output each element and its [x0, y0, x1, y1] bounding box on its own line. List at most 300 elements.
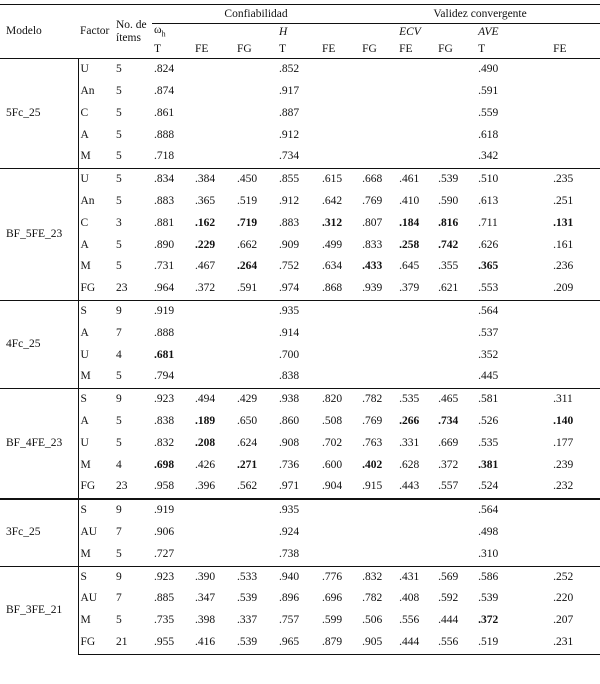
value-cell: .634	[322, 260, 343, 273]
value-cell: .669	[438, 436, 459, 449]
value-cell: .251	[553, 195, 574, 208]
table-row	[0, 499, 600, 522]
value-cell: .184	[399, 216, 420, 229]
items-cell: 5	[116, 85, 122, 98]
value-cell: .650	[237, 415, 258, 428]
value-cell: .398	[195, 614, 216, 627]
value-cell: .355	[438, 260, 459, 273]
value-cell: .443	[399, 480, 420, 493]
value-cell: .535	[397, 389, 436, 411]
value-cell: .832	[360, 566, 397, 588]
value-cell: .467	[195, 260, 216, 273]
value-cell: .236	[553, 260, 574, 273]
value-cell: .727	[154, 547, 175, 560]
value-cell	[397, 499, 436, 522]
header-H: H	[279, 25, 288, 38]
header-validez: Validez convergente	[360, 5, 600, 24]
header-ECV: ECV	[399, 25, 421, 38]
value-cell: .539	[237, 592, 258, 605]
model-cell: 4Fc_25	[0, 301, 78, 389]
header-modelo: Modelo	[0, 5, 78, 59]
items-cell: 5	[116, 150, 122, 163]
value-cell: .553	[478, 282, 499, 295]
value-cell: .450	[235, 169, 277, 191]
value-cell: .700	[279, 348, 300, 361]
value-cell: .624	[237, 436, 258, 449]
subheader-col: FG	[237, 42, 252, 55]
value-cell	[235, 81, 277, 103]
value-cell	[436, 103, 476, 125]
value-cell: .909	[279, 238, 300, 251]
value-cell: .402	[362, 458, 383, 471]
value-cell	[360, 146, 397, 168]
table-row	[0, 301, 600, 323]
value-cell: .852	[279, 63, 300, 76]
value-cell	[320, 301, 360, 323]
value-cell: .912	[279, 128, 300, 141]
table-row	[0, 610, 600, 632]
value-cell: .526	[478, 415, 499, 428]
value-cell	[320, 366, 360, 388]
value-cell: .539	[478, 592, 499, 605]
value-cell	[320, 499, 360, 522]
value-cell: .885	[154, 592, 175, 605]
value-cell: .938	[277, 389, 320, 411]
items-cell: 9	[114, 566, 152, 588]
value-cell	[551, 345, 600, 367]
value-cell: .220	[553, 592, 574, 605]
value-cell: .974	[279, 282, 300, 295]
value-cell	[397, 345, 436, 367]
value-cell	[193, 345, 235, 367]
items-cell: 5	[116, 63, 122, 76]
value-cell: .564	[476, 301, 551, 323]
value-cell: .874	[154, 85, 175, 98]
factor-cell: M	[80, 614, 91, 627]
value-cell	[360, 522, 397, 544]
items-cell: 5	[116, 547, 122, 560]
table-row	[0, 476, 600, 499]
value-cell: .537	[478, 326, 499, 339]
value-cell: .431	[397, 566, 436, 588]
value-cell: .331	[399, 436, 420, 449]
value-cell: .731	[154, 260, 175, 273]
value-cell	[193, 81, 235, 103]
value-cell	[193, 125, 235, 147]
items-cell: 5	[116, 370, 122, 383]
value-cell: .896	[279, 592, 300, 605]
value-cell	[193, 366, 235, 388]
table-row	[0, 103, 600, 125]
value-cell	[551, 366, 600, 388]
subheader-col: FG	[438, 42, 453, 55]
value-cell	[320, 146, 360, 168]
value-cell: .396	[195, 480, 216, 493]
value-cell: .860	[279, 415, 300, 428]
value-cell	[397, 146, 436, 168]
value-cell	[360, 301, 397, 323]
value-cell: .177	[553, 436, 574, 449]
value-cell: .381	[478, 458, 499, 471]
value-cell: .888	[154, 128, 175, 141]
value-cell: .698	[154, 458, 175, 471]
table-row	[0, 455, 600, 477]
value-cell: .628	[399, 458, 420, 471]
value-cell: .711	[478, 216, 498, 229]
value-cell	[235, 301, 277, 323]
value-cell: .498	[478, 526, 499, 539]
value-cell: .519	[237, 195, 258, 208]
items-cell: 4	[116, 458, 122, 471]
value-cell: .915	[362, 480, 383, 493]
value-cell	[193, 146, 235, 168]
value-cell: .883	[154, 195, 175, 208]
value-cell: .416	[193, 632, 235, 654]
value-cell: .239	[553, 458, 574, 471]
header-factor: Factor	[78, 5, 114, 59]
value-cell: .490	[478, 63, 499, 76]
value-cell: .347	[195, 592, 216, 605]
items-cell: 5	[116, 415, 122, 428]
items-cell: 23	[116, 480, 128, 493]
value-cell: .557	[438, 480, 459, 493]
model-cell: BF_5FE_23	[0, 169, 78, 301]
items-cell: 9	[114, 301, 152, 323]
value-cell	[360, 81, 397, 103]
value-cell: .266	[399, 415, 420, 428]
table-row	[0, 433, 600, 455]
value-cell	[436, 522, 476, 544]
value-cell	[320, 59, 360, 81]
value-cell: .964	[154, 282, 175, 295]
factor-cell: U	[80, 436, 89, 449]
value-cell: .264	[237, 260, 258, 273]
value-cell: .794	[154, 370, 175, 383]
value-cell: .591	[237, 282, 258, 295]
value-cell: .506	[362, 614, 383, 627]
value-cell: .719	[237, 216, 258, 229]
value-cell: .919	[152, 301, 193, 323]
value-cell: .965	[277, 632, 320, 654]
value-cell	[397, 59, 436, 81]
value-cell: .890	[154, 238, 175, 251]
value-cell: .917	[279, 85, 300, 98]
value-cell: .868	[322, 282, 343, 295]
value-cell: .702	[322, 436, 343, 449]
value-cell	[360, 59, 397, 81]
value-cell: .668	[360, 169, 397, 191]
value-cell: .924	[279, 526, 300, 539]
reliability-validity-table	[0, 4, 600, 655]
value-cell: .883	[279, 216, 300, 229]
items-cell: 5	[116, 106, 122, 119]
value-cell: .599	[322, 614, 343, 627]
items-cell: 23	[116, 282, 128, 295]
factor-cell: U	[80, 348, 89, 361]
value-cell: .161	[553, 238, 574, 251]
table-row	[0, 146, 600, 168]
value-cell	[235, 125, 277, 147]
value-cell: .208	[195, 436, 216, 449]
table-row	[0, 256, 600, 278]
value-cell	[551, 81, 600, 103]
factor-cell: M	[80, 260, 91, 273]
value-cell	[436, 301, 476, 323]
subheader-col: FE	[399, 42, 413, 55]
value-cell: .905	[360, 632, 397, 654]
value-cell	[320, 544, 360, 566]
subheader-col: FE	[322, 42, 336, 55]
value-cell: .372	[195, 282, 216, 295]
value-cell	[235, 103, 277, 125]
value-cell: .923	[152, 389, 193, 411]
factor-cell: A	[80, 326, 89, 339]
table-row	[0, 389, 600, 411]
value-cell: .162	[195, 216, 216, 229]
value-cell	[193, 522, 235, 544]
value-cell: .209	[553, 282, 574, 295]
value-cell: .252	[551, 566, 600, 588]
value-cell	[360, 103, 397, 125]
value-cell	[193, 323, 235, 345]
value-cell: .832	[154, 436, 175, 449]
value-cell: .757	[279, 614, 300, 627]
value-cell: .742	[438, 238, 459, 251]
value-cell: .904	[322, 480, 343, 493]
value-cell	[320, 125, 360, 147]
factor-cell: AU	[80, 592, 98, 605]
value-cell: .426	[195, 458, 216, 471]
value-cell: .820	[320, 389, 360, 411]
value-cell: .919	[152, 499, 193, 522]
header-confiabilidad: Confiabilidad	[152, 5, 360, 24]
value-cell: .752	[279, 260, 300, 273]
items-cell: 5	[116, 195, 122, 208]
value-cell: .429	[235, 389, 277, 411]
table-row	[0, 191, 600, 213]
value-cell: .914	[279, 326, 300, 339]
value-cell	[551, 544, 600, 566]
value-cell: .838	[154, 415, 175, 428]
value-cell: .465	[436, 389, 476, 411]
value-cell	[193, 544, 235, 566]
value-cell: .940	[277, 566, 320, 588]
value-cell: .662	[237, 238, 258, 251]
value-cell	[436, 499, 476, 522]
value-cell: .311	[551, 389, 600, 411]
table-row	[0, 169, 600, 191]
value-cell: .935	[277, 301, 320, 323]
items-cell: 5	[116, 436, 122, 449]
items-cell: 5	[114, 169, 152, 191]
value-cell	[235, 366, 277, 388]
value-cell: .738	[279, 547, 300, 560]
value-cell	[360, 544, 397, 566]
value-cell: .590	[438, 195, 459, 208]
items-cell: 7	[116, 326, 122, 339]
value-cell	[320, 345, 360, 367]
subheader-col: T	[154, 42, 162, 55]
value-cell: .342	[478, 150, 499, 163]
value-cell: .955	[152, 632, 193, 654]
factor-cell: S	[78, 301, 114, 323]
table-row	[0, 411, 600, 433]
value-cell: .906	[154, 526, 175, 539]
factor-cell: M	[80, 370, 91, 383]
value-cell	[436, 125, 476, 147]
value-cell	[235, 146, 277, 168]
value-cell: .736	[279, 458, 300, 471]
factor-cell: C	[80, 216, 89, 229]
value-cell: .734	[279, 150, 300, 163]
value-cell: .232	[553, 480, 574, 493]
value-cell: .258	[399, 238, 420, 251]
value-cell: .524	[478, 480, 499, 493]
factor-cell: AU	[80, 526, 98, 539]
value-cell	[551, 125, 600, 147]
value-cell: .564	[476, 499, 551, 522]
value-cell: .229	[195, 238, 216, 251]
value-cell	[551, 499, 600, 522]
value-cell: .824	[154, 63, 175, 76]
value-cell: .776	[320, 566, 360, 588]
value-cell: .734	[438, 415, 459, 428]
value-cell: .445	[478, 370, 499, 383]
value-cell: .408	[399, 592, 420, 605]
model-cell: BF_3FE_21	[0, 566, 78, 654]
value-cell: .626	[478, 238, 499, 251]
table-row	[0, 323, 600, 345]
value-cell: .939	[362, 282, 383, 295]
items-cell: 3	[116, 216, 122, 229]
table-row	[0, 235, 600, 257]
model-cell: 3Fc_25	[0, 499, 78, 566]
subheader-col: T	[478, 42, 486, 55]
items-cell: 9	[114, 499, 152, 522]
value-cell: .508	[322, 415, 343, 428]
value-cell: .782	[362, 592, 383, 605]
value-cell: .879	[320, 632, 360, 654]
value-cell	[436, 146, 476, 168]
table-row	[0, 632, 600, 654]
value-cell: .235	[551, 169, 600, 191]
value-cell: .384	[193, 169, 235, 191]
value-cell: .642	[322, 195, 343, 208]
factor-cell: S	[78, 389, 114, 411]
value-cell: .782	[360, 389, 397, 411]
value-cell: .207	[553, 614, 574, 627]
subheader-col: FE	[195, 42, 209, 55]
subheader-col: T	[279, 42, 287, 55]
value-cell: .539	[436, 169, 476, 191]
value-cell	[193, 301, 235, 323]
value-cell: .312	[322, 216, 343, 229]
model-cell: 5Fc_25	[0, 59, 78, 169]
value-cell	[397, 301, 436, 323]
factor-cell: FG	[80, 282, 96, 295]
value-cell: .569	[436, 566, 476, 588]
value-cell: .615	[320, 169, 360, 191]
value-cell: .499	[322, 238, 343, 251]
value-cell: .816	[438, 216, 459, 229]
value-cell	[235, 522, 277, 544]
value-cell	[193, 103, 235, 125]
value-cell: .769	[362, 195, 383, 208]
value-cell	[320, 81, 360, 103]
table-row	[0, 213, 600, 235]
items-cell: 9	[114, 389, 152, 411]
value-cell	[360, 125, 397, 147]
header-items: No. de ítems	[114, 5, 152, 59]
model-cell: BF_4FE_23	[0, 389, 78, 499]
factor-cell: FG	[80, 480, 96, 493]
value-cell: .581	[476, 389, 551, 411]
value-cell: .855	[277, 169, 320, 191]
factor-cell: C	[80, 106, 89, 119]
value-cell	[397, 366, 436, 388]
value-cell: .887	[279, 106, 300, 119]
value-cell: .556	[399, 614, 420, 627]
value-cell	[235, 499, 277, 522]
value-cell	[360, 499, 397, 522]
value-cell: .337	[237, 614, 258, 627]
value-cell: .923	[152, 566, 193, 588]
value-cell	[320, 323, 360, 345]
factor-cell: FG	[78, 632, 114, 654]
value-cell	[360, 366, 397, 388]
value-cell: .718	[154, 150, 175, 163]
table-body	[0, 59, 600, 655]
value-cell: .807	[362, 216, 383, 229]
value-cell	[436, 345, 476, 367]
value-cell: .935	[277, 499, 320, 522]
value-cell	[235, 59, 277, 81]
value-cell: .189	[195, 415, 216, 428]
value-cell: .838	[279, 370, 300, 383]
value-cell	[397, 125, 436, 147]
factor-cell: M	[80, 458, 91, 471]
value-cell	[436, 366, 476, 388]
value-cell: .444	[397, 632, 436, 654]
value-cell	[235, 544, 277, 566]
table-row	[0, 522, 600, 544]
value-cell: .888	[154, 326, 175, 339]
table-row	[0, 125, 600, 147]
value-cell: .769	[362, 415, 383, 428]
value-cell	[360, 323, 397, 345]
value-cell	[397, 522, 436, 544]
value-cell: .533	[235, 566, 277, 588]
factor-cell: S	[78, 566, 114, 588]
factor-cell: A	[80, 238, 89, 251]
value-cell: .735	[154, 614, 175, 627]
value-cell	[360, 345, 397, 367]
value-cell: .379	[399, 282, 420, 295]
value-cell: .958	[154, 480, 175, 493]
value-cell	[397, 544, 436, 566]
value-cell: .618	[478, 128, 499, 141]
value-cell: .352	[478, 348, 499, 361]
factor-cell: U	[80, 63, 89, 76]
table-row	[0, 566, 600, 588]
value-cell: .390	[193, 566, 235, 588]
value-cell	[436, 81, 476, 103]
value-cell: .372	[438, 458, 459, 471]
value-cell: .310	[478, 547, 499, 560]
value-cell	[551, 301, 600, 323]
value-cell	[551, 146, 600, 168]
items-cell: 4	[116, 348, 122, 361]
